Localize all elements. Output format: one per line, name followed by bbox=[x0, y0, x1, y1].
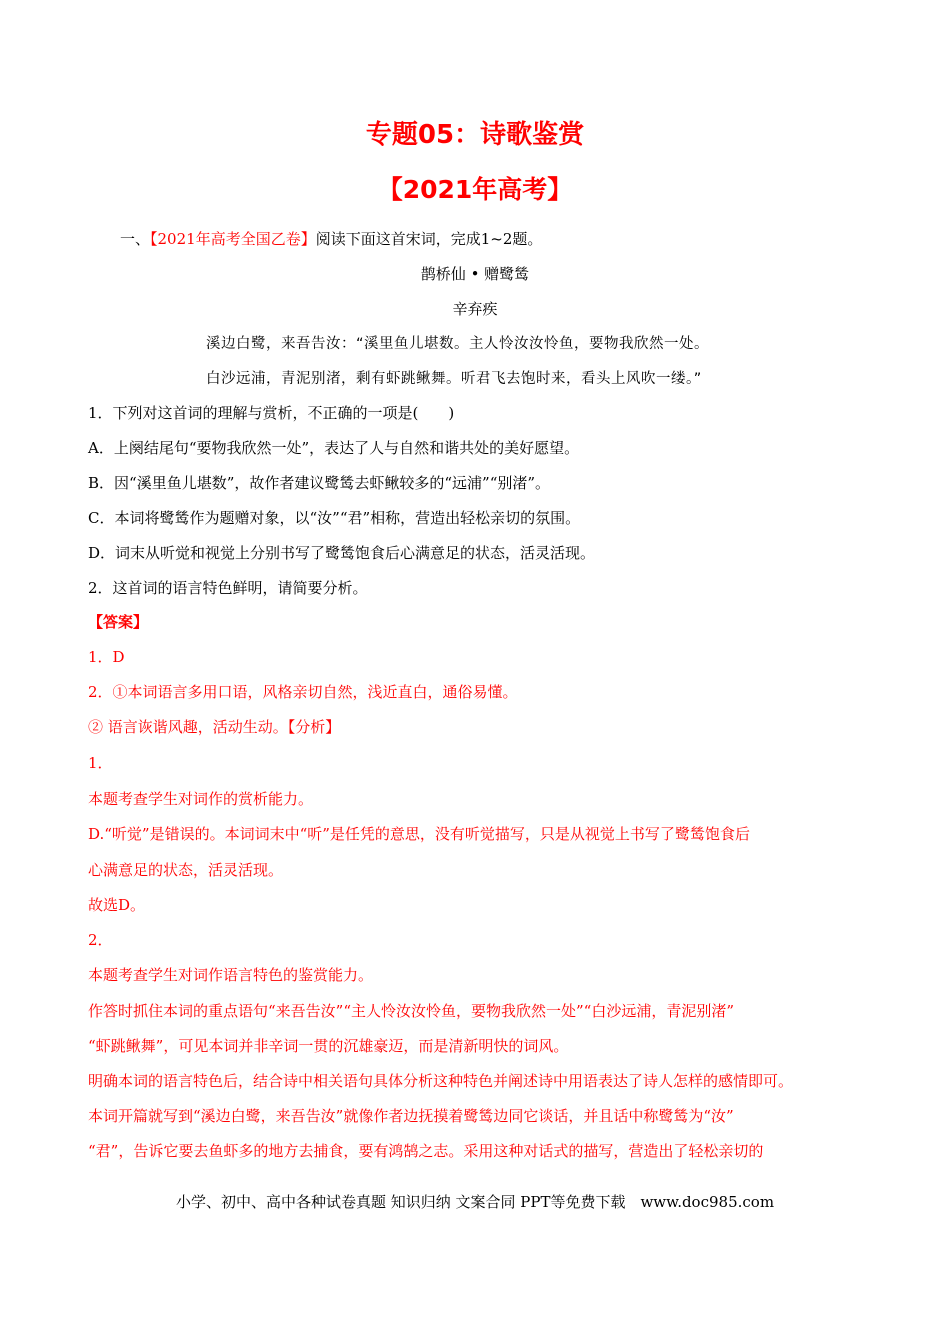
analysis-line: D.“听觉”是错误的。本词词末中“听”是任凭的意思，没有听觉描写，只是从视觉上书写了鹭鸶饱食后 bbox=[88, 825, 750, 843]
question-instruction: 阅读下面这首宋词，完成1~2题。 bbox=[315, 230, 543, 248]
q1-option-d: D．词末从听觉和视觉上分别书写了鹭鸶饱食后心满意足的状态，活灵活现。 bbox=[88, 544, 596, 562]
analysis-line: 2． bbox=[88, 931, 113, 949]
page-subtitle: 【2021年高考】 bbox=[377, 175, 573, 204]
q1-option-a: A．上阕结尾句“要物我欣然一处”，表达了人与自然和谐共处的美好愿望。 bbox=[88, 439, 580, 457]
question-intro bbox=[120, 229, 542, 249]
analysis-line: “虾跳鳅舞”，可见本词并非辛词一贯的沉雄豪迈，而是清新明快的词风。 bbox=[88, 1037, 569, 1055]
analysis-line: 本题考查学生对词作语言特色的鉴赏能力。 bbox=[88, 966, 374, 984]
question-prefix: 一、 bbox=[120, 230, 151, 248]
poem-author: 辛弃疾 bbox=[452, 300, 498, 318]
analysis-line: 明确本词的语言特色后，结合诗中相关语句具体分析这种特色并阐述诗中用语表达了诗人怎样的感情即可。 bbox=[88, 1072, 794, 1090]
analysis-line: 故选D。 bbox=[88, 896, 146, 914]
answer-2-part-1: 2．①本词语言多用口语，风格亲切自然，浅近直白，通俗易懂。 bbox=[88, 683, 518, 701]
page-footer: 小学、初中、高中各种试卷真题 知识归纳 文案合同 PPT等免费下载 www.doc985.com bbox=[175, 1193, 775, 1211]
analysis-line: 本题考查学生对词作的赏析能力。 bbox=[88, 790, 314, 808]
answer-2-part-2: ② 语言诙谐风趣，活动生动。【分析】 bbox=[88, 718, 341, 736]
q1-option-b: B．因“溪里鱼儿堪数”，故作者建议鹭鸶去虾鳅较多的“远浦”“别渚”。 bbox=[88, 474, 551, 492]
analysis-line: 1． bbox=[88, 754, 113, 772]
answer-heading: 【答案】 bbox=[88, 613, 149, 631]
page-title: 专题05：诗歌鉴赏 bbox=[365, 120, 585, 150]
q2-stem: 2．这首词的语言特色鲜明，请简要分析。 bbox=[88, 579, 368, 597]
analysis-line: “君”，告诉它要去鱼虾多的地方去捕食，要有鸿鹄之志。采用这种对话式的描写，营造出了轻松亲切的 bbox=[88, 1142, 764, 1160]
question-source: 【2021年高考全国乙卷】 bbox=[150, 230, 316, 248]
q1-stem: 1．下列对这首词的理解与赏析，不正确的一项是( ) bbox=[88, 404, 455, 422]
poem-line-1: 溪边白鹭，来吾告汝：“溪里鱼儿堪数。主人怜汝汝怜鱼，要物我欣然一处。 bbox=[206, 336, 710, 352]
poem-line-2: 白沙远浦，青泥别渚，剩有虾跳鳅舞。听君飞去饱时来，看头上风吹一缕。” bbox=[206, 371, 702, 387]
q1-option-c: C．本词将鹭鸶作为题赠对象，以“汝”“君”相称，营造出轻松亲切的氛围。 bbox=[88, 509, 581, 527]
analysis-line: 作答时抓住本词的重点语句“来吾告汝”“主人怜汝汝怜鱼，要物我欣然一处”“白沙远浦，青泥别渚” bbox=[88, 1002, 735, 1020]
analysis-line: 心满意足的状态，活灵活现。 bbox=[88, 861, 284, 879]
answer-1: 1．D bbox=[88, 648, 125, 666]
poem-name: 鹊桥仙 • 赠鹭鸶 bbox=[420, 265, 530, 283]
analysis-line: 本词开篇就写到“溪边白鹭，来吾告汝”就像作者边抚摸着鹭鸶边同它谈话，并且话中称鹭鸶为“汝” bbox=[88, 1107, 734, 1125]
